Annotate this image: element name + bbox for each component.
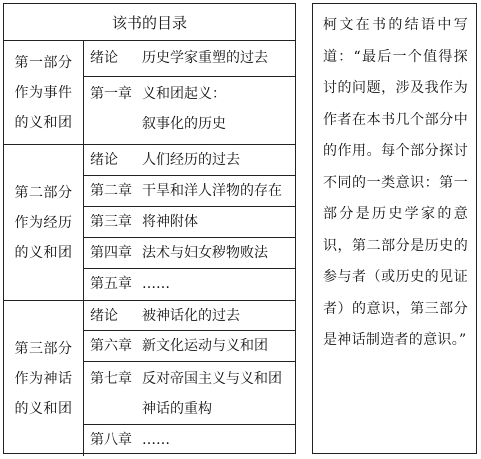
chapter-row [84,362,295,425]
part-3-chapters [84,301,295,456]
part-1-chapters [84,41,295,144]
chapter-number: 第二章 [90,183,132,199]
chapter-number: 第八章 [90,432,132,448]
chapter-number: 绪论 [90,50,118,66]
chapter-title: 新文化运动与义和团 [142,338,268,354]
chapter-title: 干旱和洋人洋物的存在 [142,183,282,199]
chapter-row [84,145,295,176]
chapter-title: 人们经历的过去 [142,152,240,168]
quote-box [312,3,477,454]
chapter-title: 反对帝国主义与义和团 神话的重构 [142,371,282,417]
chapter-row [84,41,295,77]
chapter-number: 第七章 [90,371,132,387]
chapter-number: 第四章 [90,245,132,261]
part-1-label: 第一部分 作为事件 的义和团 [4,41,84,144]
chapter-number: 第五章 [90,276,132,292]
chapter-title: 历史学家重塑的过去 [142,50,268,66]
chapter-title: …… [142,276,170,292]
chapter-row [84,77,295,144]
chapter-row [84,425,295,456]
chapter-title: 义和团起义： 叙事化的历史 [142,86,226,132]
toc-title: 该书的目录 [4,4,295,41]
chapter-row [84,207,295,238]
chapter-row [84,269,295,300]
chapter-number: 绪论 [90,152,118,168]
part-2-label: 第二部分 作为经历 的义和团 [4,145,84,300]
part-2 [4,145,295,301]
part-3 [4,301,295,456]
part-1 [4,41,295,145]
chapter-title: …… [142,432,170,448]
part-3-label: 第三部分 作为神话 的义和团 [4,301,84,456]
chapter-row [84,176,295,207]
chapter-row [84,301,295,331]
chapter-row [84,331,295,362]
chapter-title: 将神附体 [142,214,198,230]
chapter-number: 绪论 [90,308,118,324]
chapter-title: 被神话化的过去 [142,308,240,324]
chapter-number: 第一章 [90,86,132,102]
chapter-number: 第六章 [90,338,132,354]
chapter-row [84,238,295,269]
part-2-chapters [84,145,295,300]
chapter-title: 法术与妇女秽物败法 [142,245,268,261]
quote-text: 柯文在书的结语中写道：“最后一个值得探讨的问题，涉及我作为作者在本书几个部分中的作用。每个部分探讨不同的一类意识：第一部分是历史学家的意识，第二部分是历史的参与者（或历史的见证者）的意识，第三部分是神话制造者的意识。” [323,17,468,348]
table-of-contents [3,3,296,454]
chapter-number: 第三章 [90,214,132,230]
